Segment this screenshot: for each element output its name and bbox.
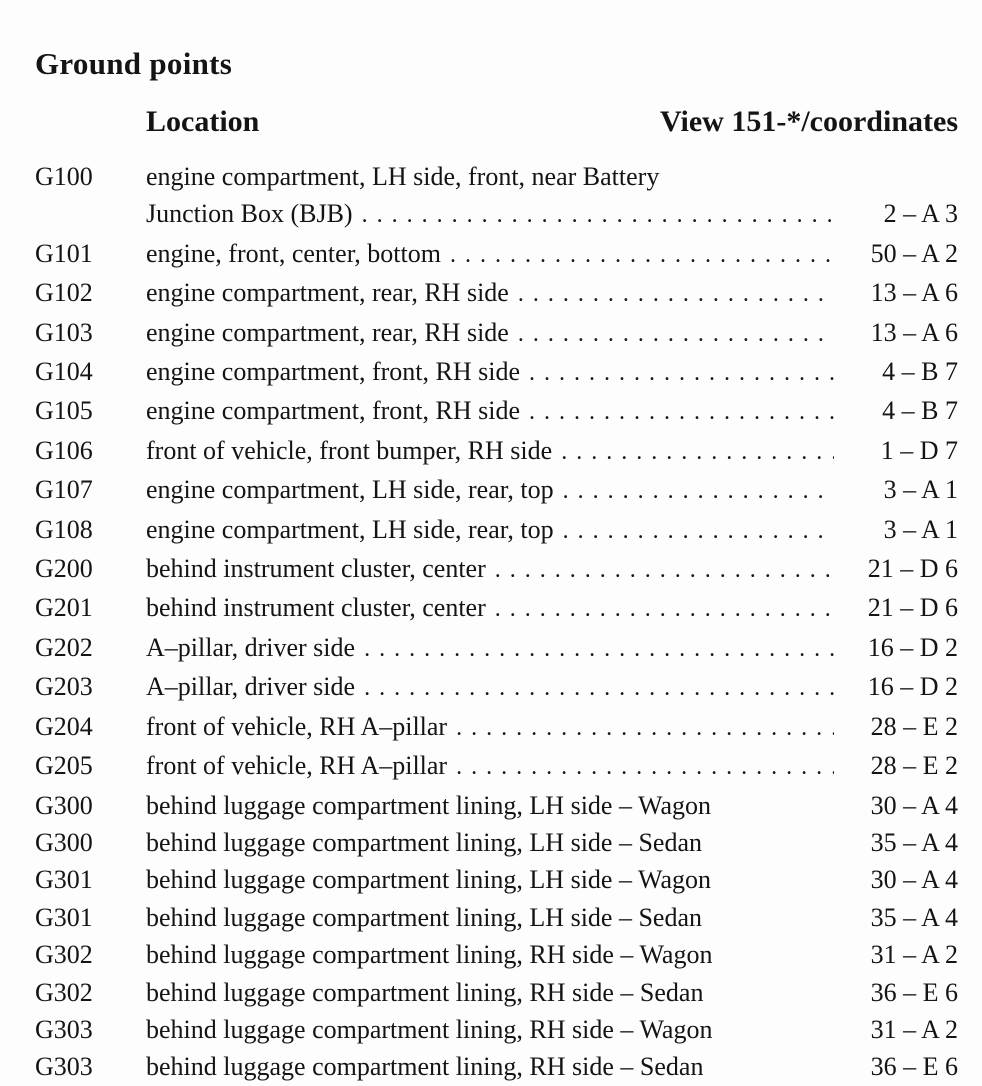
dot-leader (563, 511, 834, 550)
column-header-location: Location (146, 105, 260, 138)
ground-point-code: G302 (35, 940, 93, 970)
view-coordinate: 35 – A 4 (870, 827, 958, 857)
table-row (35, 195, 958, 234)
ground-point-code: G200 (35, 554, 93, 584)
column-header-view-coordinates: View 151-*/coordinates (659, 105, 958, 138)
view-coordinate: 21 – D 6 (867, 554, 958, 584)
ground-point-location (146, 353, 838, 392)
ground-point-code: G103 (35, 317, 93, 347)
ground-point-code: G302 (35, 977, 93, 1007)
table-row (35, 629, 958, 668)
ground-point-code: G104 (35, 357, 93, 387)
location-text: A–pillar, driver side (146, 672, 356, 702)
ground-point-location (146, 668, 838, 707)
view-coordinate: 31 – A 2 (870, 940, 958, 970)
dot-leader (495, 550, 834, 589)
view-coordinate: 36 – E 6 (870, 1052, 958, 1082)
table-row (35, 314, 958, 353)
ground-point-code: G301 (35, 902, 93, 932)
ground-point-code: G204 (35, 711, 93, 741)
view-coordinate: 50 – A 2 (870, 238, 958, 268)
ground-point-code: G203 (35, 672, 93, 702)
location-text: engine compartment, rear, RH side (146, 278, 509, 308)
ground-point-code: G303 (35, 1052, 93, 1082)
ground-point-code: G303 (35, 1014, 93, 1044)
dot-leader (518, 314, 834, 353)
dot-leader (364, 629, 834, 668)
table-row (35, 511, 958, 550)
view-coordinate: 30 – A 4 (870, 790, 958, 820)
dot-leader (450, 235, 834, 274)
location-text: engine compartment, LH side, rear, top (146, 514, 554, 544)
table-row (35, 471, 958, 510)
ground-point-location (146, 235, 838, 274)
ground-point-code: G300 (35, 790, 93, 820)
dot-leader (495, 589, 834, 628)
ground-point-location (146, 471, 838, 510)
ground-point-location (146, 899, 838, 936)
location-text: A–pillar, driver side (146, 632, 356, 662)
view-coordinate: 16 – D 2 (867, 672, 958, 702)
ground-point-code: G300 (35, 827, 93, 857)
table-row (35, 235, 958, 274)
table-row (35, 392, 958, 431)
dot-leader (529, 353, 834, 392)
view-coordinate: 16 – D 2 (867, 632, 958, 662)
location-text: behind luggage compartment lining, RH side – Sedan (146, 1052, 704, 1082)
view-coordinate: 2 – A 3 (883, 199, 958, 229)
dot-leader (456, 747, 834, 786)
location-text: front of vehicle, front bumper, RH side (146, 435, 553, 465)
location-text: behind instrument cluster, center (146, 593, 486, 623)
ground-point-code: G205 (35, 751, 93, 781)
view-coordinate: 3 – A 1 (883, 514, 958, 544)
ground-point-code: G201 (35, 593, 93, 623)
location-text: behind luggage compartment lining, RH side – Wagon (146, 940, 713, 970)
ground-points-table (35, 158, 958, 1086)
view-coordinate: 35 – A 4 (870, 902, 958, 932)
ground-point-location (146, 392, 838, 431)
location-text: behind luggage compartment lining, RH side – Wagon (146, 1014, 713, 1044)
table-row (35, 432, 958, 471)
dot-leader (529, 392, 834, 431)
view-coordinate: 28 – E 2 (870, 711, 958, 741)
table-row (35, 936, 958, 973)
location-text: front of vehicle, RH A–pillar (146, 751, 448, 781)
ground-point-location (146, 274, 838, 313)
location-text: engine compartment, rear, RH side (146, 317, 509, 347)
table-row (35, 824, 958, 861)
ground-point-location (146, 432, 838, 471)
table-row (35, 899, 958, 936)
table-row (35, 708, 958, 747)
dot-leader (362, 195, 834, 234)
ground-point-location (146, 787, 838, 824)
dot-leader (364, 668, 834, 707)
ground-point-code: G202 (35, 632, 93, 662)
ground-point-location (146, 1048, 838, 1085)
location-text: behind luggage compartment lining, LH side – Wagon (146, 790, 711, 820)
dot-leader (561, 432, 834, 471)
ground-point-code: G301 (35, 865, 93, 895)
location-text: engine compartment, LH side, front, near Battery (146, 162, 660, 191)
location-text: behind luggage compartment lining, LH side – Sedan (146, 827, 702, 857)
table-row (35, 550, 958, 589)
ground-point-code: G102 (35, 278, 93, 308)
ground-point-code: G100 (35, 162, 93, 191)
view-coordinate: 21 – D 6 (867, 593, 958, 623)
ground-point-code: G108 (35, 514, 93, 544)
table-row (35, 787, 958, 824)
table-row (35, 747, 958, 786)
ground-point-code: G107 (35, 475, 93, 505)
table-row (35, 974, 958, 1011)
table-row (35, 1011, 958, 1048)
view-coordinate: 31 – A 2 (870, 1014, 958, 1044)
table-row (35, 668, 958, 707)
table-row (35, 589, 958, 628)
location-text: engine, front, center, bottom (146, 238, 441, 268)
ground-point-location (146, 861, 838, 898)
view-coordinate: 3 – A 1 (883, 475, 958, 505)
view-coordinate: 4 – B 7 (882, 357, 958, 387)
location-text: behind luggage compartment lining, LH side – Wagon (146, 865, 711, 895)
ground-point-location (146, 936, 838, 973)
table-row (35, 1048, 958, 1085)
ground-point-location (146, 824, 838, 861)
ground-point-code: G101 (35, 238, 93, 268)
view-coordinate: 13 – A 6 (870, 317, 958, 347)
view-coordinate: 13 – A 6 (870, 278, 958, 308)
ground-point-code: G105 (35, 396, 93, 426)
location-text: front of vehicle, RH A–pillar (146, 711, 448, 741)
column-headers (35, 107, 958, 137)
view-coordinate: 4 – B 7 (882, 396, 958, 426)
view-coordinate: 1 – D 7 (880, 435, 958, 465)
location-text: Junction Box (BJB) (146, 199, 353, 229)
location-text: engine compartment, front, RH side (146, 357, 521, 387)
ground-point-location (146, 195, 838, 234)
view-coordinate: 30 – A 4 (870, 865, 958, 895)
location-text: behind instrument cluster, center (146, 554, 486, 584)
ground-point-location (146, 1011, 838, 1048)
table-row (35, 274, 958, 313)
ground-point-location (146, 511, 838, 550)
ground-point-location (146, 589, 838, 628)
ground-point-location (146, 314, 838, 353)
view-coordinate: 28 – E 2 (870, 751, 958, 781)
location-text: engine compartment, LH side, rear, top (146, 475, 554, 505)
dot-leader (456, 708, 834, 747)
ground-point-location (146, 550, 838, 589)
ground-point-location (146, 629, 838, 668)
table-row (35, 158, 958, 195)
dot-leader (563, 471, 834, 510)
ground-point-code: G106 (35, 435, 93, 465)
table-row (35, 861, 958, 898)
ground-point-location (146, 747, 838, 786)
table-row (35, 353, 958, 392)
ground-point-location (146, 708, 838, 747)
location-text: behind luggage compartment lining, LH side – Sedan (146, 902, 702, 932)
ground-point-location (146, 158, 838, 195)
view-coordinate: 36 – E 6 (870, 977, 958, 1007)
ground-point-location (146, 974, 838, 1011)
location-text: behind luggage compartment lining, RH side – Sedan (146, 977, 704, 1007)
location-text: engine compartment, front, RH side (146, 396, 521, 426)
page-title: Ground points (35, 46, 233, 81)
dot-leader (518, 274, 834, 313)
